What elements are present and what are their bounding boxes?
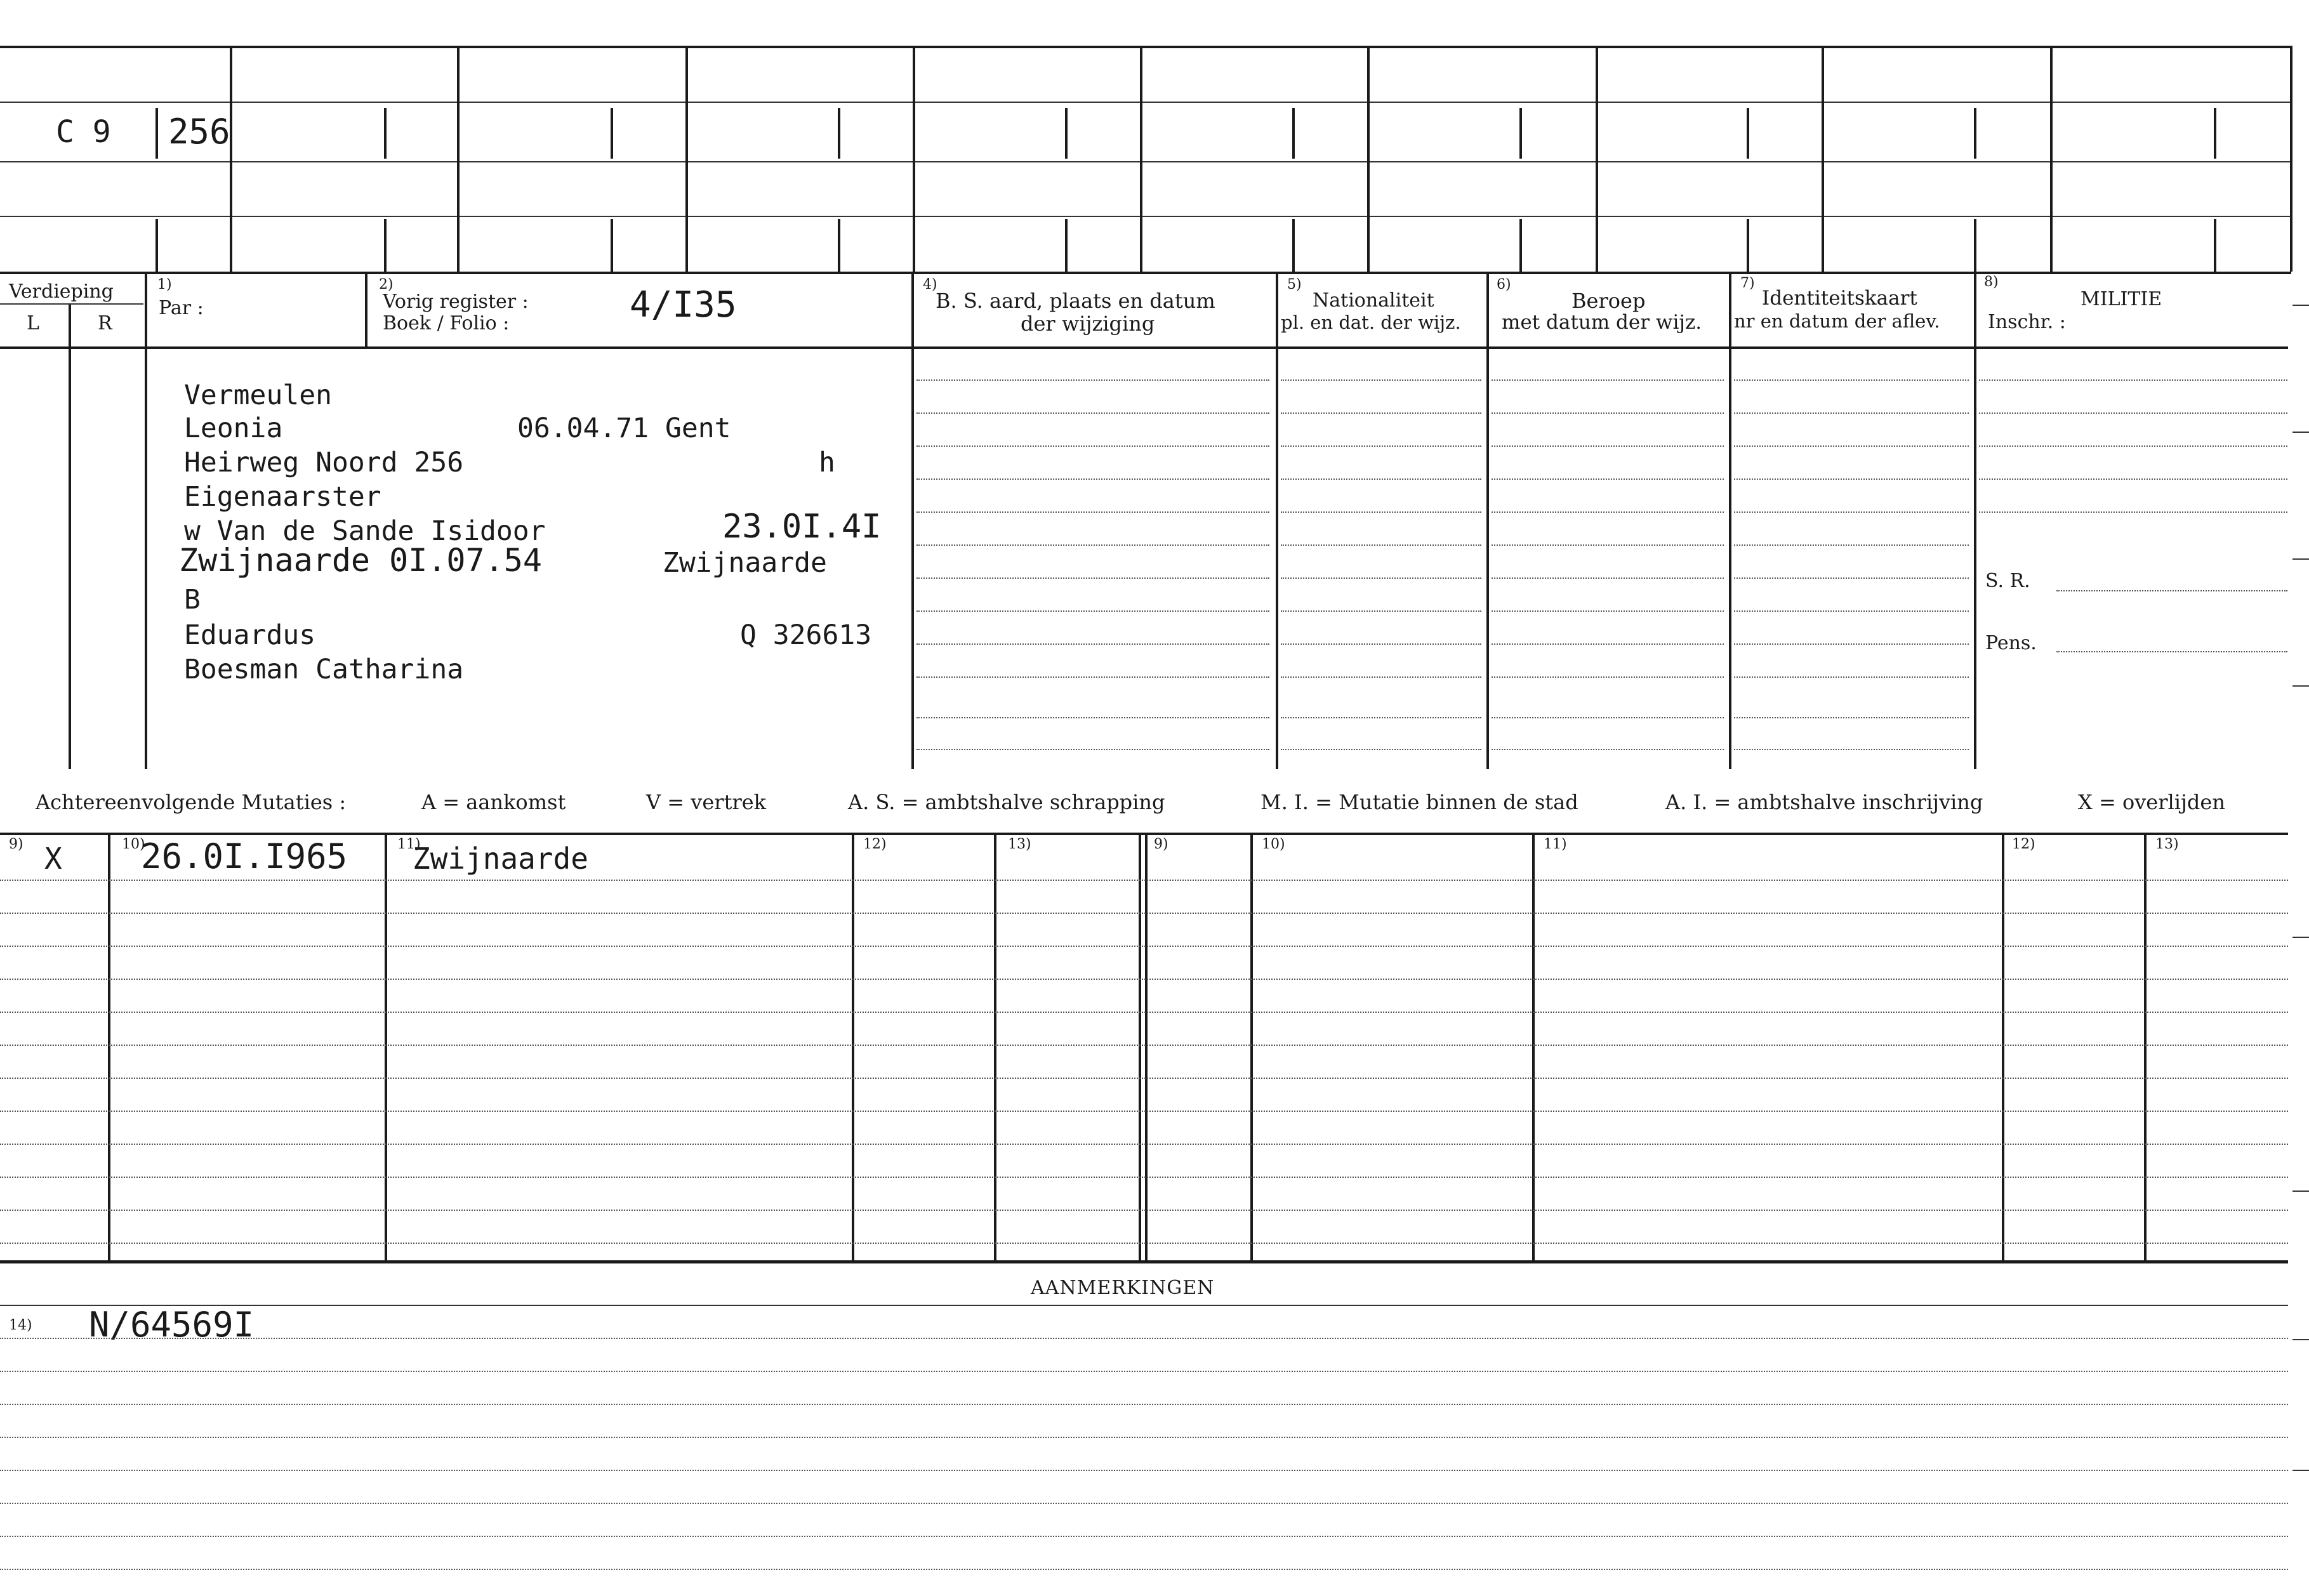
person-marker: h [819,447,835,478]
col1-label: Par : [159,297,204,319]
book-folio-label: Boek / Folio : [383,312,510,334]
col4-label-1: B. S. aard, plaats en datum [936,289,1215,313]
mutation-type: X [44,841,62,876]
col4-number: 4) [923,277,937,293]
col6-number: 6) [1497,277,1511,293]
mut-col12-number: 12) [863,836,887,852]
col6-label-1: Beroep [1571,289,1646,313]
sr-label: S. R. [1985,570,2030,592]
mut-col11b-number: 11) [1544,836,1567,852]
legend-departure: V = vertrek [646,790,767,814]
remarks-value: N/64569I [89,1305,255,1345]
person-mother: Boesman Catharina [184,654,464,685]
col1-number: 1) [157,277,172,293]
person-father: Eduardus [184,619,316,651]
person-surname: Vermeulen [184,379,332,411]
book-folio-value: 4/I35 [630,284,737,326]
person-firstname: Leonia [184,412,283,444]
col5-number: 5) [1287,277,1302,293]
pens-label: Pens. [1985,632,2037,654]
col8-number: 8) [1984,274,1999,290]
registration-label: Inschr. : [1988,311,2066,333]
person-address: Heirweg Noord 256 [184,447,464,478]
mut-col10-number: 10) [122,836,145,852]
mutation-place: Zwijnaarde [413,841,588,876]
verdieping-label: Verdieping [9,280,114,303]
mut-col10b-number: 10) [1262,836,1285,852]
mut-col11-number: 11) [397,836,421,852]
col7-label-1: Identiteitskaart [1762,287,1917,310]
mut-col13b-number: 13) [2155,836,2179,852]
remarks-title: AANMERKINGEN [1031,1277,1215,1299]
floor-l-label: L [27,312,39,334]
legend-internal-move: M. I. = Mutatie binnen de stad [1260,790,1578,814]
mutation-date: 26.0I.I965 [141,836,348,876]
col7-label-2: nr en datum der aflev. [1734,310,1940,332]
col5-label-2: pl. en dat. der wijz. [1281,312,1461,333]
person-occupation: Eigenaarster [184,481,381,513]
top-number: 256 [168,112,230,152]
legend-death: X = overlijden [2078,790,2225,814]
col6-label-2: met datum der wijz. [1502,311,1702,334]
top-code: C 9 [56,114,111,150]
floor-r-label: R [98,312,112,334]
mut-col9b-number: 9) [1154,836,1168,852]
person-spouse-date: 23.0I.4I [722,508,882,546]
col7-number: 7) [1740,275,1755,291]
person-id-card: Q 326613 [740,619,872,651]
col2-number: 2) [379,277,394,293]
person-nationality: B [184,584,201,616]
mut-col12b-number: 12) [2012,836,2035,852]
legend-arrival: A = aankomst [421,790,566,814]
legend-official-registration: A. I. = ambtshalve inschrijving [1665,790,1983,814]
col4-label-2: der wijziging [1021,312,1155,336]
person-marriage-place: Zwijnaarde [663,547,827,579]
person-marriage: Zwijnaarde 0I.07.54 [179,542,542,579]
mut-col9-number: 9) [9,836,23,852]
legend-official-removal: A. S. = ambtshalve schrapping [848,790,1165,814]
militia-label: MILITIE [2081,288,2162,310]
person-birth: 06.04.71 Gent [517,412,731,444]
person-spouse: w Van de Sande Isidoor [184,515,546,547]
previous-register-label: Vorig register : [383,291,529,313]
remarks-number: 14) [9,1317,32,1333]
col5-label-1: Nationaliteit [1313,289,1434,312]
mut-col13-number: 13) [1008,836,1031,852]
legend-title: Achtereenvolgende Mutaties : [36,790,347,814]
